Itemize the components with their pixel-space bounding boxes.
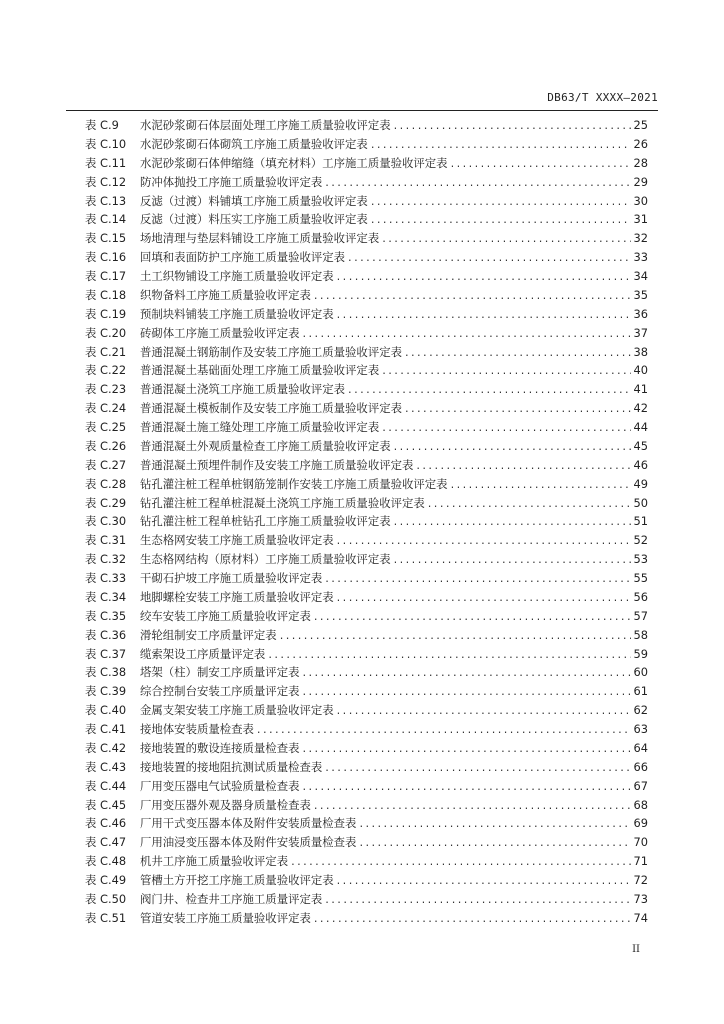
toc-entry-number: 表 C.37: [85, 646, 127, 661]
toc-entry-title: 反滤（过渡）料压实工序施工质量验收评定表: [140, 212, 368, 227]
toc-entry[interactable]: [85, 815, 648, 834]
toc-entry[interactable]: [85, 627, 648, 646]
toc-entry[interactable]: [85, 155, 648, 174]
toc-dot-leader: [302, 779, 630, 793]
toc-entry-page: 29: [633, 174, 648, 189]
toc-dot-leader: [405, 401, 631, 415]
toc-entry-number: 表 C.23: [85, 382, 127, 397]
toc-entry-page: 72: [633, 873, 648, 887]
toc-entry-number: 表 C.48: [85, 854, 127, 869]
header-rule: [66, 110, 658, 111]
toc-entry-title: 机井工序施工质量验收评定表: [140, 854, 289, 869]
toc-entry-title: 防冲体抛投工序施工质量验收评定表: [140, 174, 323, 189]
toc-entry[interactable]: [85, 797, 648, 816]
toc-entry[interactable]: [85, 495, 648, 514]
toc-entry[interactable]: [85, 193, 648, 212]
toc-entry-number: 表 C.10: [85, 136, 127, 151]
toc-entry-title: 缆索架设工序质量评定表: [140, 646, 266, 661]
toc-entry-page: 26: [633, 136, 648, 151]
toc-entry-number: 表 C.40: [85, 703, 127, 718]
toc-entry-number: 表 C.47: [85, 835, 127, 850]
toc-entry[interactable]: [85, 174, 648, 193]
toc-entry-number: 表 C.20: [85, 325, 127, 340]
toc-entry-number: 表 C.31: [85, 533, 127, 548]
toc-entry-title: 场地清理与垫层料铺设工序施工质量验收评定表: [140, 231, 380, 246]
toc-dot-leader: [325, 760, 630, 774]
toc-entry-title: 接地装置的接地阻抗测试质量检查表: [140, 759, 323, 774]
toc-entry-number: 表 C.30: [85, 514, 127, 529]
toc-entry-page: 36: [633, 306, 648, 321]
toc-entry-page: 52: [633, 533, 648, 548]
toc-entry-number: 表 C.16: [85, 250, 127, 265]
toc-entry-page: 31: [633, 212, 648, 227]
toc-entry-title: 综合控制台安装工序质量评定表: [140, 684, 300, 699]
toc-entry-number: 表 C.12: [85, 174, 127, 189]
toc-dot-leader: [337, 590, 631, 604]
toc-entry-number: 表 C.41: [85, 722, 127, 736]
toc-entry-page: 32: [633, 231, 648, 246]
toc-dot-leader: [394, 552, 631, 566]
toc-entry[interactable]: [85, 287, 648, 306]
toc-entry-title: 阀门井、检查井工序施工质量评定表: [140, 891, 323, 906]
toc-entry[interactable]: [85, 362, 648, 381]
toc-entry-page: 53: [633, 552, 648, 567]
toc-entry-page: 25: [633, 118, 648, 132]
toc-entry[interactable]: [85, 211, 648, 230]
toc-entry-title: 生态格网结构（原材料）工序施工质量验收评定表: [140, 552, 391, 567]
toc-entry-number: 表 C.34: [85, 589, 127, 604]
toc-entry-number: 表 C.28: [85, 476, 127, 491]
toc-entry-page: 56: [633, 589, 648, 604]
toc-entry-number: 表 C.18: [85, 287, 127, 302]
toc-entry-title: 钻孔灌注桩工程单桩钻孔工序施工质量验收评定表: [140, 514, 391, 529]
toc-dot-leader: [382, 231, 630, 245]
toc-dot-leader: [302, 684, 630, 698]
toc-entry-page: 51: [633, 514, 648, 529]
toc-entry[interactable]: [85, 400, 648, 419]
toc-entry[interactable]: [85, 551, 648, 570]
toc-entry-title: 普通混凝土模板制作及安装工序施工质量验收评定表: [140, 401, 402, 416]
toc-entry-page: 58: [633, 627, 648, 642]
toc-dot-leader: [382, 363, 630, 377]
toc-entry-title: 金属支架安装工序施工质量验收评定表: [140, 703, 334, 718]
toc-entry[interactable]: [85, 740, 648, 759]
toc-entry-title: 水泥砂浆砌石体砌筑工序施工质量验收评定表: [140, 136, 368, 151]
toc-entry-title: 普通混凝土外观质量检查工序施工质量验收评定表: [140, 438, 391, 453]
toc-entry-page: 68: [633, 797, 648, 812]
toc-entry-number: 表 C.27: [85, 457, 127, 472]
toc-dot-leader: [325, 571, 630, 585]
toc-entry-title: 普通混凝土浇筑工序施工质量验收评定表: [140, 382, 346, 397]
toc-entry-page: 46: [633, 457, 648, 472]
toc-entry-title: 预制块料铺装工序施工质量验收评定表: [140, 306, 334, 321]
toc-entry[interactable]: [85, 891, 648, 910]
toc-dot-leader: [359, 835, 630, 849]
toc-entry-page: 30: [633, 193, 648, 208]
toc-entry-number: 表 C.19: [85, 306, 127, 321]
toc-entry-page: 45: [633, 438, 648, 453]
toc-entry-number: 表 C.32: [85, 552, 127, 567]
toc-entry-number: 表 C.13: [85, 193, 127, 208]
toc-entry-title: 厂用变压器电气试验质量检查表: [140, 778, 300, 793]
toc-entry-number: 表 C.43: [85, 759, 127, 774]
toc-entry-number: 表 C.17: [85, 269, 127, 283]
toc-entry-page: 33: [633, 250, 648, 265]
toc-entry-page: 28: [633, 155, 648, 170]
toc-entry[interactable]: [85, 683, 648, 702]
toc-entry-page: 44: [633, 420, 648, 434]
toc-entry-page: 57: [633, 608, 648, 623]
toc-entry-title: 普通混凝土施工缝处理工序施工质量验收评定表: [140, 420, 380, 434]
toc-dot-leader: [314, 609, 631, 623]
toc-dot-leader: [325, 175, 630, 189]
toc-entry-page: 49: [633, 476, 648, 491]
toc-entry-title: 水泥砂浆砌石体伸缩缝（填充材料）工序施工质量验收评定表: [140, 155, 448, 170]
toc-entry-number: 表 C.49: [85, 873, 127, 887]
toc-entry-page: 50: [633, 495, 648, 510]
toc-entry[interactable]: [85, 646, 648, 665]
toc-dot-leader: [257, 722, 631, 736]
toc-dot-leader: [314, 288, 631, 302]
toc-entry[interactable]: [85, 721, 648, 740]
toc-entry[interactable]: [85, 778, 648, 797]
toc-entry-page: 38: [633, 344, 648, 359]
toc-entry-page: 73: [633, 891, 648, 906]
toc-dot-leader: [302, 665, 630, 679]
toc-dot-leader: [280, 628, 631, 642]
toc-entry-title: 钻孔灌注桩工程单桩混凝土浇筑工序施工质量验收评定表: [140, 495, 425, 510]
toc-entry[interactable]: [85, 513, 648, 532]
toc-entry-page: 55: [633, 571, 648, 585]
toc-entry-title: 干砌石护坡工序施工质量验收评定表: [140, 571, 323, 585]
toc-entry-number: 表 C.9: [85, 118, 119, 132]
toc-entry-title: 普通混凝土预埋件制作及安装工序施工质量验收评定表: [140, 457, 414, 472]
toc-dot-leader: [302, 741, 630, 755]
toc-entry-title: 砖砌体工序施工质量验收评定表: [140, 325, 300, 340]
toc-entry[interactable]: [85, 306, 648, 325]
table-of-contents: [85, 117, 648, 929]
toc-entry-number: 表 C.44: [85, 778, 127, 793]
toc-entry-number: 表 C.14: [85, 212, 127, 227]
toc-entry-title: 生态格网安装工序施工质量验收评定表: [140, 533, 334, 548]
toc-entry[interactable]: [85, 136, 648, 155]
toc-dot-leader: [348, 250, 630, 264]
toc-entry[interactable]: [85, 664, 648, 683]
toc-dot-leader: [359, 816, 630, 830]
toc-entry-number: 表 C.50: [85, 891, 127, 906]
toc-entry-title: 接地体安装质量检查表: [140, 722, 254, 736]
toc-entry-title: 普通混凝土基础面处理工序施工质量验收评定表: [140, 363, 380, 378]
toc-entry-number: 表 C.42: [85, 740, 127, 755]
toc-entry[interactable]: [85, 532, 648, 551]
toc-entry-number: 表 C.46: [85, 816, 127, 831]
toc-entry-title: 土工织物铺设工序施工质量验收评定表: [140, 269, 334, 283]
document-code: DB63/T XXXX—2021: [547, 91, 658, 104]
toc-dot-leader: [291, 854, 630, 868]
toc-entry-page: 71: [633, 854, 648, 869]
toc-entry[interactable]: [85, 230, 648, 249]
toc-dot-leader: [416, 458, 630, 472]
toc-entry-number: 表 C.22: [85, 363, 127, 378]
toc-entry[interactable]: [85, 759, 648, 778]
toc-entry-title: 钻孔灌注桩工程单桩钢筋笼制作安装工序施工质量验收评定表: [140, 476, 448, 491]
toc-dot-leader: [302, 326, 630, 340]
toc-entry-number: 表 C.29: [85, 495, 127, 510]
toc-entry[interactable]: [85, 249, 648, 268]
toc-entry-title: 管槽土方开挖工序施工质量验收评定表: [140, 873, 334, 887]
toc-entry-title: 地脚螺栓安装工序施工质量验收评定表: [140, 589, 334, 604]
toc-entry-page: 74: [633, 910, 648, 925]
toc-entry-title: 厂用干式变压器本体及附件安装质量检查表: [140, 816, 357, 831]
toc-dot-leader: [371, 137, 631, 151]
toc-entry[interactable]: [85, 268, 648, 287]
toc-entry[interactable]: [85, 457, 648, 476]
toc-entry-page: 67: [633, 778, 648, 793]
toc-dot-leader: [348, 382, 630, 396]
toc-entry-title: 厂用变压器外观及器身质量检查表: [140, 797, 311, 812]
toc-dot-leader: [382, 420, 630, 434]
toc-entry[interactable]: [85, 853, 648, 872]
toc-entry-title: 回填和表面防护工序施工质量验收评定表: [140, 250, 346, 265]
toc-entry[interactable]: [85, 381, 648, 400]
toc-entry-title: 接地装置的敷设连接质量检查表: [140, 740, 300, 755]
toc-entry-number: 表 C.36: [85, 627, 127, 642]
toc-entry-number: 表 C.25: [85, 420, 127, 434]
toc-entry[interactable]: [85, 834, 648, 853]
toc-entry-title: 普通混凝土钢筋制作及安装工序施工质量验收评定表: [140, 344, 402, 359]
toc-entry-page: 61: [633, 684, 648, 699]
toc-dot-leader: [337, 269, 631, 283]
toc-entry[interactable]: [85, 438, 648, 457]
toc-entry[interactable]: [85, 570, 648, 589]
toc-entry-title: 管道安装工序施工质量验收评定表: [140, 910, 311, 925]
toc-entry[interactable]: [85, 419, 648, 438]
toc-dot-leader: [428, 496, 631, 510]
toc-entry-page: 64: [633, 740, 648, 755]
toc-entry-page: 37: [633, 325, 648, 340]
toc-entry[interactable]: [85, 589, 648, 608]
toc-entry-title: 厂用油浸变压器本体及附件安装质量检查表: [140, 835, 357, 850]
toc-entry-number: 表 C.26: [85, 438, 127, 453]
toc-entry[interactable]: [85, 344, 648, 363]
toc-entry-number: 表 C.51: [85, 910, 127, 925]
toc-dot-leader: [405, 345, 631, 359]
toc-entry-page: 35: [633, 287, 648, 302]
toc-dot-leader: [451, 156, 631, 170]
toc-entry-page: 34: [633, 269, 648, 283]
toc-dot-leader: [337, 533, 631, 547]
toc-dot-leader: [371, 212, 631, 226]
toc-entry[interactable]: [85, 117, 648, 136]
toc-entry-page: 70: [633, 835, 648, 850]
toc-entry[interactable]: [85, 702, 648, 721]
toc-entry-page: 66: [633, 759, 648, 774]
toc-dot-leader: [325, 892, 630, 906]
toc-entry[interactable]: [85, 910, 648, 929]
toc-dot-leader: [394, 439, 631, 453]
toc-entry-title: 滑轮组制安工序质量评定表: [140, 627, 277, 642]
toc-dot-leader: [268, 647, 630, 661]
toc-dot-leader: [337, 873, 631, 887]
toc-entry-title: 水泥砂浆砌石体层面处理工序施工质量验收评定表: [140, 118, 391, 132]
toc-entry[interactable]: [85, 325, 648, 344]
toc-entry-page: 69: [633, 816, 648, 831]
toc-entry-title: 绞车安装工序施工质量验收评定表: [140, 608, 311, 623]
toc-dot-leader: [394, 118, 631, 132]
toc-entry-number: 表 C.11: [85, 155, 127, 170]
toc-dot-leader: [394, 514, 631, 528]
toc-entry[interactable]: [85, 608, 648, 627]
toc-entry-page: 59: [633, 646, 648, 661]
toc-entry-title: 反滤（过渡）料铺填工序施工质量验收评定表: [140, 193, 368, 208]
toc-entry-page: 62: [633, 703, 648, 718]
toc-entry-number: 表 C.24: [85, 401, 127, 416]
toc-entry-number: 表 C.15: [85, 231, 127, 246]
toc-entry-page: 63: [633, 722, 648, 736]
toc-entry-number: 表 C.21: [85, 344, 127, 359]
toc-entry-page: 60: [633, 665, 648, 680]
toc-entry-number: 表 C.33: [85, 571, 127, 585]
footer-page-number: II: [632, 944, 640, 955]
toc-dot-leader: [314, 911, 631, 925]
toc-entry-number: 表 C.35: [85, 608, 127, 623]
toc-entry-title: 塔架（柱）制安工序质量评定表: [140, 665, 300, 680]
toc-entry-page: 42: [633, 401, 648, 416]
toc-entry-number: 表 C.45: [85, 797, 127, 812]
toc-dot-leader: [451, 477, 631, 491]
toc-dot-leader: [314, 798, 631, 812]
toc-dot-leader: [337, 307, 631, 321]
toc-entry-page: 41: [633, 382, 648, 397]
toc-entry-number: 表 C.39: [85, 684, 127, 699]
toc-entry-title: 织物备料工序施工质量验收评定表: [140, 287, 311, 302]
toc-entry[interactable]: [85, 872, 648, 891]
toc-dot-leader: [371, 194, 631, 208]
toc-dot-leader: [337, 703, 631, 717]
toc-entry[interactable]: [85, 476, 648, 495]
toc-entry-page: 40: [633, 363, 648, 378]
toc-entry-number: 表 C.38: [85, 665, 127, 680]
